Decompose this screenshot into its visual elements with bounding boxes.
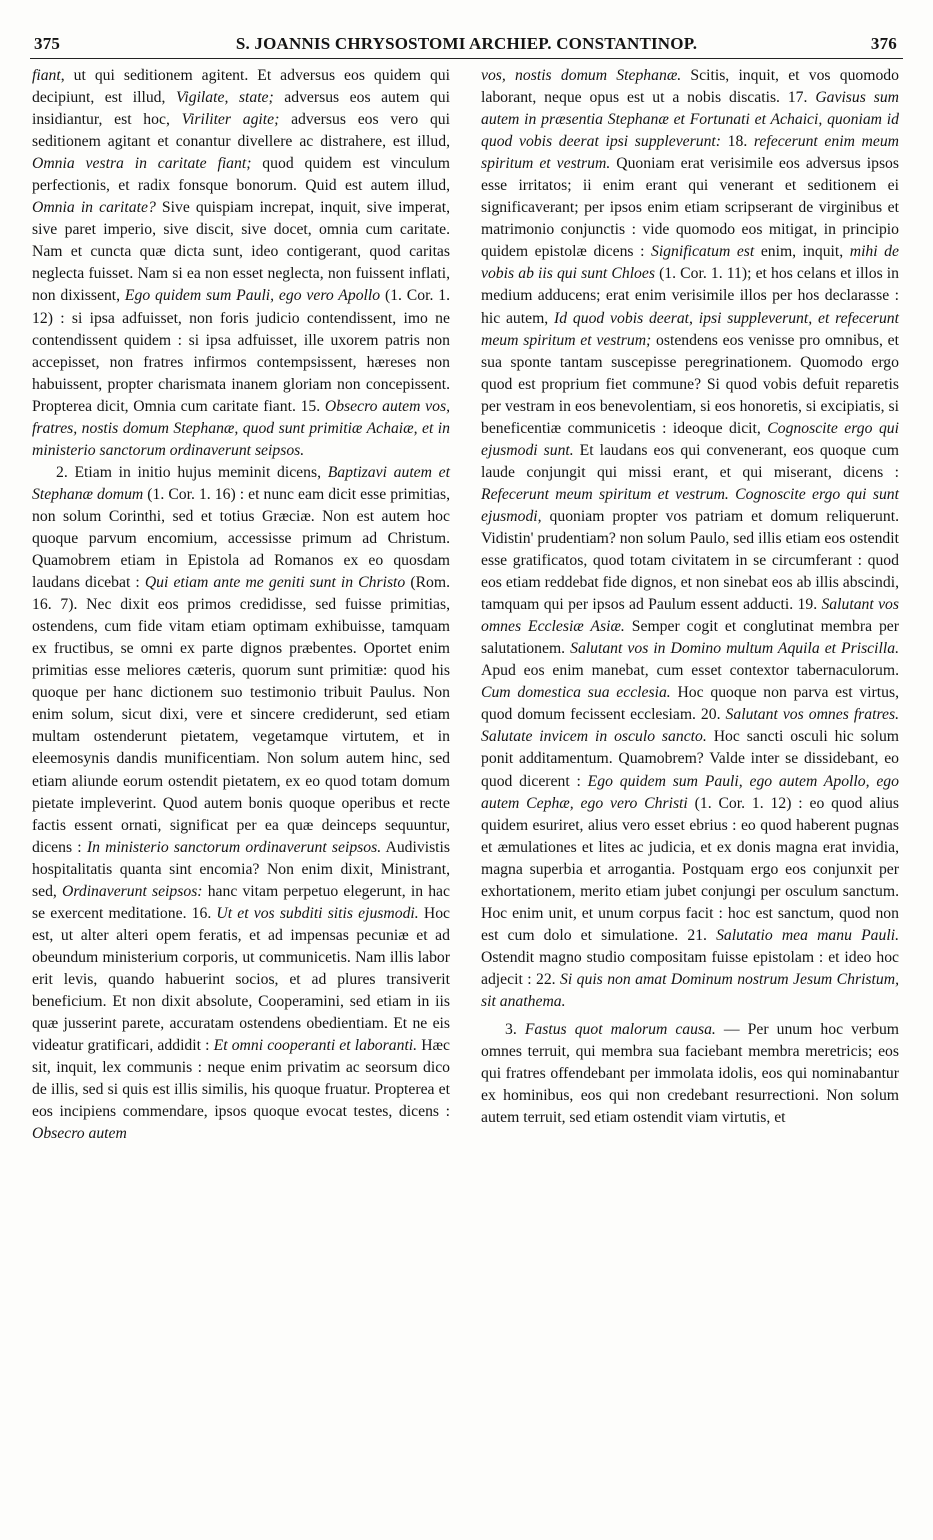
italic-text-run: Id quod vobis deerat, ipsi suppleverunt, et refecerunt meum spiritum et vestrum; [481,309,899,349]
italic-text-run: Salutant vos in Domino multum Aquila et Priscilla. [570,640,899,658]
italic-text-run: Si quis non amat Dominum nostrum Jesum Christum, sit anathema. [481,970,899,1010]
italic-text-run: Ut et vos subditi sitis ejusmodi. [216,904,419,922]
italic-text-run: Viriliter agite; [181,111,280,129]
italic-text-run: Omnia vestra in caritate fiant; [32,155,252,173]
italic-text-run: Salutant vos omnes Ecclesiæ Asiæ. [481,596,899,636]
right-column [481,65,899,1129]
italic-text-run: Salutatio mea manu Pauli. [716,926,899,944]
italic-text-run: Obsecro autem [32,1125,127,1143]
italic-text-run: Refecerunt meum spiritum et vestrum. Cognoscite ergo qui sunt ejusmodi, [481,485,899,525]
right-paragraph-1: vos, nostis domum Stephanæ. Scitis, inquit, et vos quomodo laborant, neque opus est ut a nobis discatis. 17. Gavisus sum autem in præsentia Stephanæ et Fortunati et Achaici, quoniam id quod vobis deerat ipsi suppleverunt: 18. refecerunt enim meum spiritum et vestrum. Quoniam erat verisimile eos adversus ipsos esse irritatos; ii enim erant qui venerant et seditionem ei significaverant; per ipsos enim etiam scripserant de virginibus et matrimonio conjunctis : vide quomodo eos mitigat, in principio quidem epistolæ dicens : Significatum est enim, inquit, mihi de vobis ab iis qui sunt Chloes (1. Cor. 1. 11); et hos celans et illos in medium adducens; erat enim verisimile illos per hos declarasse : hic autem, Id quod vobis deerat, ipsi suppleverunt, et refecerunt meum spiritum et vestrum; ostendens eos venisse pro omnibus, et sua sponte tantam suscepisse peregrinationem. Quomodo ergo quod est proprium fiet commune? Si quod vobis defuit reparetis per vestram in eos benevolentiam, si eos honoretis, si excipiatis, si beneficentiæ communicetis : ideoque dicit, Cognoscite ergo qui ejusmodi sunt. Et laudans eos qui convenerant, eos quoque cum laude conjungit qui missi erant, et qui miserant, dicens : Refecerunt meum spiritum et vestrum. Cognoscite ergo qui sunt ejusmodi, quoniam propter vos patriam et domum reliquerunt. Vidistin' prudentiam? non solum Paulo, sed illis etiam eos ostendit esse gratificatos, quod totam civitatem in se circumferant : quod eos etiam reddebat fide dignos, et non sinebat eos ab illis abscindi, tamquam qui per ipsos ad Paulum essent adducti. 19. Salutant vos omnes Ecclesiæ Asiæ. Semper cogit et conglutinat membra per salutationem. Salutant vos in Domino multum Aquila et Priscilla. Apud eos enim manebat, cum esset contextor tabernaculorum. Cum domestica sua ecclesia. Hoc quoque non parva est virtus, quod domum fecissent ecclesiam. 20. Salutant vos omnes fratres. Salutate invicem in osculo sancto. Hoc sancti osculi hic solum ponit additamentum. Quamobrem? Valde inter se dissidebant, eo quod dicerent : Ego quidem sum Pauli, ego autem Apollo, ego autem Cephæ, ego vero Christi (1. Cor. 1. 12) : eo quod alius quidem esuriret, alius vero esset ebrius : eo quod haberent pugnas et æmulationes et lites ac judicia, et ex donis magna erat invidia, magna superbia et arrogantia. Postquam ergo eos conjunxit per exhortationem, merito etiam jubet conjungi per osculum sanctum. Hoc enim unit, et unum corpus facit : hoc est sanctum, quod non est cum dolo et simulatione. 21. Salutatio mea manu Pauli. Ostendit magno studio compositam fuisse epistolam : et ideo hoc adjecit : 22. Si quis non amat Dominum nostrum Jesum Christum, sit anathema. [481,67,900,1010]
page-number-right: 376 [870,34,897,53]
italic-text-run: Obsecro autem vos, fratres, nostis domum Stephanæ, quod sunt primitiæ Achaiæ, et in ministerio sanctorum ordinaverunt seipsos. [32,397,450,459]
italic-text-run: Vigilate, state; [175,89,274,107]
italic-text-run: Baptizavi autem et Stephanæ domum [32,463,450,503]
italic-text-run: Cognoscite ergo qui ejusmodi sunt. [481,419,899,459]
left-column [32,65,450,1145]
page-number-left: 375 [34,34,61,53]
italic-text-run: Salutant vos omnes fratres. Salutate invicem in osculo sancto. [481,706,899,746]
italic-text-run: vos, nostis domum Stephanæ. [481,67,682,84]
italic-text-run: Qui etiam ante me geniti sunt in Christo [144,574,406,592]
running-title: S. JOANNIS CHRYSOSTOMI ARCHIEP. CONSTANTINOP. [235,34,698,53]
italic-text-run: Et omni cooperanti et laboranti. [213,1037,418,1055]
left-paragraph-2: 2. Etiam in initio hujus meminit dicens, Baptizavi autem et Stephanæ domum (1. Cor. 1. 16) : et nunc eam dicit esse primitias, non solum Corinthi, sed et totius Græciæ. Non est autem hoc quoque parvum encomium, accessisse primum ad Christum. Quamobrem etiam in Epistola ad Romanos ex eo quosdam laudans dicebat : Qui etiam ante me geniti sunt in Christo (Rom. 16. 7). Nec dixit eos primos credidisse, sed fuisse primitias, ostendens, cum fide vitam etiam optimam exhibuisse, tamquam ex fructibus, se omni ex parte dignos præbentes. Oportet enim primitias esse meliores cæteris, quorum sunt primitiæ: quod his quoque per hanc dictionem suo testimonio tribuit Paulus. Non enim solum, sicut dixi, vere et sincere crediderunt, sed etiam multam ostenderunt pietatem, vegetamque virtutem, et in eleemosynis dandis munificentiam. Non solum autem hinc, sed etiam aliunde eorum ostendit pietatem, ex eo quod totam domum pietate impleverint. Quod autem bonis quoque operibus et recte factis essent ornati, significat per ea quæ deinceps sequuntur, dicens : In ministerio sanctorum ordinaverunt seipsos. Audivistis hospitalitatis quanta sint encomia? Non enim dixit, Ministrant, sed, Ordinaverunt seipsos: hanc vitam perpetuo elegerunt, in hac se exercent meditatione. 16. Ut et vos subditi sitis ejusmodi. Hoc est, ut alter alteri opem feratis, et ad impensas pecuniæ et ad obeundum ministerium corporis, ut communicetis. Nam illis labor erit levis, quando habuerint socios, et ad plures transiverit beneficium. Et non dixit absolute, Cooperamini, sed etiam in iis quæ jusserint parete, accuratam ostendens obedientiam. Et ne eis videatur gratificari, addidit : Et omni cooperanti et laboranti. Hæc sit, inquit, lex communis : neque enim privatim ac seorsum dico de illis, sed si quis est illis similis, his quoque fruatur. Propterea et eos incipiens commendare, ipsos quoque evocat testes, dicens : Obsecro autem [32,463,451,1143]
italic-text-run: Ego quidem sum Pauli, ego autem Apollo, ego autem Cephæ, ego vero Christi [481,772,899,812]
italic-text-run: Significatum est [650,243,755,261]
left-paragraph-1: fiant, ut qui seditionem agitent. Et adversus eos quidem qui decipiunt, est illud, Vigilate, state; adversus eos autem qui insidiantur, est hoc, Viriliter agite; adversus eos vero qui seditionem agitant et conantur divellere ac distrahere, est illud, Omnia vestra in caritate fiant; quod quidem est vinculum perfectionis, et radix fonsque bonorum. Quid est autem illud, Omnia in caritate? Sive quispiam increpat, inquit, sive imperat, sive paret imperio, sive discit, sive docet, omnia cum caritate. Nam et cuncta quæ dicta sunt, ideo contigerant, quod caritas neglecta fuisset. Nam si ea non esset neglecta, non fuissent inflati, non dixissent, Ego quidem sum Pauli, ego vero Apollo (1. Cor. 1. 12) : si ipsa adfuisset, non foris judicio contendissent, imo ne contendissent quidem : si ipsa adfuisset, ille uxorem patris non accepisset, non fratres infirmos contempsissent, hæreses non habuissent, propter charismata inanem gloriam non concepissent. Propterea dicit, Omnia cum caritate fiant. 15. Obsecro autem vos, fratres, nostis domum Stephanæ, quod sunt primitiæ Achaiæ, et in ministerio sanctorum ordinaverunt seipsos. [32,67,451,459]
italic-text-run: refecerunt enim meum spiritum et vestrum. [481,133,899,173]
italic-text-run: In ministerio sanctorum ordinaverunt seipsos. [86,838,382,856]
italic-text-run: fiant [32,67,61,84]
italic-text-run: Ordinaverunt seipsos: [62,882,203,900]
italic-text-run: Cum domestica sua ecclesia. [481,684,671,702]
italic-text-run: Omnia in caritate? [32,199,156,217]
italic-text-run: Ego quidem sum Pauli, ego vero Apollo [124,287,381,305]
header-rule [30,58,903,59]
italic-text-run: Gavisus sum autem in præsentia Stephanæ et Fortunati et Achaici, quoniam id quod vobis deerat ipsi suppleverunt: [481,89,899,151]
right-paragraph-2: 3. Fastus quot malorum causa. — Per unum hoc verbum omnes terruit, qui membra sua faciebant membra meretricis; eos qui fratres offendebant per immolata idolis, eos qui nominabantur ex hominibus, eos qui non credebant resurrectioni. Non solum autem terruit, sed etiam ostendit viam virtutis, et [481,1021,899,1127]
running-header [32,30,901,56]
italic-text-run: Fastus quot malorum causa. [524,1021,716,1039]
italic-text-run: mihi de vobis ab iis qui sunt Chloes [481,243,899,283]
